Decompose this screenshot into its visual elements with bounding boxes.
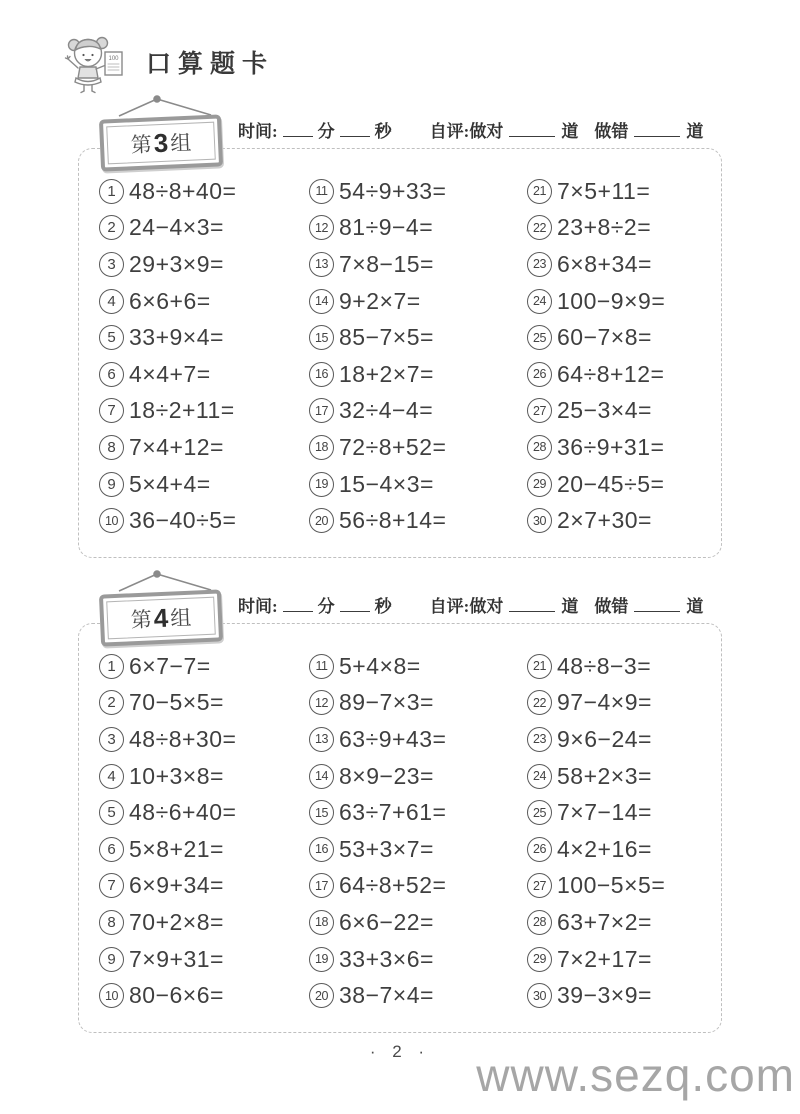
problem-expression: 6×6+6= [129, 287, 211, 314]
problem-expression: 5×8+21= [129, 835, 224, 862]
problem-expression: 25−3×4= [557, 397, 652, 424]
problem-number: 11 [309, 179, 334, 204]
problem-item [527, 758, 707, 795]
page-title: 口算题卡 [146, 51, 275, 78]
second-label: 秒 [374, 122, 392, 141]
sign-hanger-icon [105, 95, 225, 117]
problem-number: 17 [309, 398, 334, 423]
problem-expression: 20−45÷5= [557, 470, 665, 497]
problem-item [309, 283, 527, 320]
problem-number: 2 [99, 215, 124, 240]
problem-item [309, 648, 527, 685]
problem-item [99, 794, 309, 831]
problem-item [309, 502, 527, 539]
second-label: 秒 [374, 597, 392, 616]
problem-number: 18 [309, 910, 334, 935]
group-sign-board [99, 589, 223, 646]
problem-number: 14 [309, 289, 334, 314]
problem-number: 22 [527, 215, 552, 240]
seconds-blank [340, 595, 370, 612]
problem-expression: 7×8−15= [339, 250, 434, 277]
seconds-blank [340, 120, 370, 137]
problem-number: 23 [527, 727, 552, 752]
group-sign-board [99, 114, 223, 171]
group-section-4 [78, 570, 722, 1033]
wrong-unit: 道 [686, 122, 704, 141]
problem-expression: 56÷8+14= [339, 507, 447, 534]
problem-item [99, 466, 309, 503]
problems-box [78, 148, 722, 558]
problem-item [527, 283, 707, 320]
problem-number: 8 [99, 435, 124, 460]
problem-expression: 48÷8+30= [129, 725, 237, 752]
page-number: · 2 · [369, 1042, 431, 1061]
problem-number: 15 [309, 800, 334, 825]
problem-item [527, 904, 707, 941]
problem-item [99, 246, 309, 283]
problem-expression: 36÷9+31= [557, 433, 665, 460]
problem-expression: 4×4+7= [129, 360, 211, 387]
problem-item [99, 210, 309, 247]
self-eval-label: 自评:做对 [429, 597, 504, 616]
problem-number: 16 [309, 837, 334, 862]
problem-expression: 24−4×3= [129, 214, 224, 241]
problem-number: 2 [99, 690, 124, 715]
problem-expression: 70−5×5= [129, 689, 224, 716]
problem-expression: 39−3×9= [557, 982, 652, 1009]
problem-item [309, 356, 527, 393]
problem-expression: 63÷7+61= [339, 799, 447, 826]
problem-number: 21 [527, 654, 552, 679]
correct-count-blank [509, 595, 555, 612]
problem-item [309, 758, 527, 795]
problem-expression: 4×2+16= [557, 835, 652, 862]
problem-item [527, 466, 707, 503]
problem-expression: 53+3×7= [339, 835, 434, 862]
problem-expression: 8×9−23= [339, 762, 434, 789]
problem-item [527, 648, 707, 685]
problem-expression: 5×4+4= [129, 470, 211, 497]
problem-expression: 100−5×5= [557, 872, 666, 899]
problem-expression: 18+2×7= [339, 360, 434, 387]
problem-item [527, 868, 707, 905]
problem-expression: 6×9+34= [129, 872, 224, 899]
problem-expression: 6×8+34= [557, 250, 652, 277]
problem-expression: 33+3×6= [339, 945, 434, 972]
correct-unit: 道 [561, 597, 579, 616]
problem-number: 10 [99, 508, 124, 533]
problem-number: 15 [309, 325, 334, 350]
problem-item [309, 466, 527, 503]
problems-grid [99, 173, 707, 539]
problem-number: 17 [309, 873, 334, 898]
problem-item [309, 868, 527, 905]
problem-item [527, 794, 707, 831]
problem-number: 23 [527, 252, 552, 277]
problem-expression: 80−6×6= [129, 982, 224, 1009]
problem-number: 27 [527, 873, 552, 898]
wrong-unit: 道 [686, 597, 704, 616]
self-eval-label: 自评:做对 [429, 122, 504, 141]
problem-number: 6 [99, 362, 124, 387]
problem-number: 8 [99, 910, 124, 935]
sign-number: 4 [153, 602, 169, 633]
problem-number: 16 [309, 362, 334, 387]
problem-expression: 64÷8+12= [557, 360, 665, 387]
problem-item [527, 502, 707, 539]
problems-grid [99, 648, 707, 1014]
problem-item [99, 502, 309, 539]
problem-expression: 33+9×4= [129, 324, 224, 351]
problem-number: 24 [527, 289, 552, 314]
problem-number: 6 [99, 837, 124, 862]
problem-item [99, 648, 309, 685]
problem-item [309, 721, 527, 758]
problem-expression: 18÷2+11= [129, 397, 235, 424]
wrong-count-blank [634, 595, 680, 612]
problem-expression: 7×2+17= [557, 945, 652, 972]
sign-prefix: 第 [130, 132, 153, 158]
problem-number: 30 [527, 983, 552, 1008]
problem-item [99, 356, 309, 393]
sign-prefix: 第 [130, 607, 153, 633]
problem-item [527, 319, 707, 356]
problem-number: 5 [99, 325, 124, 350]
problem-expression: 70+2×8= [129, 908, 224, 935]
problem-number: 1 [99, 654, 124, 679]
problems-box [78, 623, 722, 1033]
problem-expression: 7×5+11= [557, 177, 651, 204]
problem-item [99, 868, 309, 905]
problem-expression: 6×7−7= [129, 652, 211, 679]
problem-number: 18 [309, 435, 334, 460]
problem-item [527, 831, 707, 868]
problem-item [527, 721, 707, 758]
group-meta-line [238, 592, 718, 617]
wrong-label: 做错 [594, 122, 629, 141]
time-label: 时间: [238, 122, 278, 141]
problem-expression: 63+7×2= [557, 908, 652, 935]
problem-item [309, 904, 527, 941]
problem-item [99, 904, 309, 941]
problem-number: 30 [527, 508, 552, 533]
problem-number: 26 [527, 362, 552, 387]
wrong-label: 做错 [594, 597, 629, 616]
problem-expression: 58+2×3= [557, 762, 652, 789]
problem-item [99, 758, 309, 795]
problem-number: 24 [527, 764, 552, 789]
problem-number: 28 [527, 435, 552, 460]
problem-number: 27 [527, 398, 552, 423]
minutes-blank [283, 120, 313, 137]
problem-number: 13 [309, 252, 334, 277]
problem-item [309, 246, 527, 283]
problem-number: 4 [99, 764, 124, 789]
problem-number: 10 [99, 983, 124, 1008]
problem-item [99, 941, 309, 978]
problem-number: 3 [99, 252, 124, 277]
problem-number: 11 [309, 654, 334, 679]
problem-number: 9 [99, 947, 124, 972]
problem-number: 22 [527, 690, 552, 715]
problem-number: 29 [527, 947, 552, 972]
problem-item [527, 977, 707, 1014]
problem-expression: 7×4+12= [129, 433, 224, 460]
problem-expression: 54÷9+33= [339, 177, 447, 204]
sign-hanger-icon [105, 570, 225, 592]
problem-item [309, 831, 527, 868]
problem-item [527, 393, 707, 430]
problem-item [527, 356, 707, 393]
sign-suffix: 组 [169, 605, 192, 631]
minute-label: 分 [317, 122, 335, 141]
problem-item [99, 393, 309, 430]
problem-expression: 85−7×5= [339, 324, 434, 351]
problem-expression: 32÷4−4= [339, 397, 434, 424]
problem-item [99, 977, 309, 1014]
group-section-3 [78, 95, 722, 558]
problem-number: 25 [527, 325, 552, 350]
time-label: 时间: [238, 597, 278, 616]
problem-item [99, 721, 309, 758]
problem-expression: 5+4×8= [339, 652, 421, 679]
problem-expression: 64÷8+52= [339, 872, 447, 899]
problem-expression: 9×6−24= [557, 725, 652, 752]
problem-item [527, 941, 707, 978]
problem-expression: 63÷9+43= [339, 725, 447, 752]
problem-item [99, 831, 309, 868]
sign-suffix: 组 [169, 130, 192, 156]
problem-item [309, 393, 527, 430]
problem-item [309, 173, 527, 210]
problem-item [99, 429, 309, 466]
problem-number: 4 [99, 289, 124, 314]
problem-number: 7 [99, 398, 124, 423]
problem-number: 28 [527, 910, 552, 935]
problem-expression: 6×6−22= [339, 908, 434, 935]
wrong-count-blank [634, 120, 680, 137]
minute-label: 分 [317, 597, 335, 616]
problem-number: 19 [309, 947, 334, 972]
problem-item [99, 685, 309, 722]
correct-unit: 道 [561, 122, 579, 141]
problem-expression: 2×7+30= [557, 507, 652, 534]
problem-item [527, 685, 707, 722]
problem-expression: 7×9+31= [129, 945, 224, 972]
problem-number: 3 [99, 727, 124, 752]
problem-expression: 48÷6+40= [129, 799, 237, 826]
problem-expression: 36−40÷5= [129, 507, 237, 534]
problem-item [309, 210, 527, 247]
problem-expression: 48÷8−3= [557, 652, 652, 679]
mascot-girl-icon [60, 28, 128, 96]
problem-item [309, 941, 527, 978]
problem-expression: 89−7×3= [339, 689, 434, 716]
watermark: www.sezq.com [476, 1049, 795, 1101]
group-meta-line [238, 117, 718, 142]
logo-score-text: 100 [108, 56, 119, 62]
problem-expression: 29+3×9= [129, 250, 224, 277]
problem-expression: 10+3×8= [129, 762, 224, 789]
problem-number: 25 [527, 800, 552, 825]
problem-item [99, 319, 309, 356]
problem-number: 21 [527, 179, 552, 204]
problem-number: 20 [309, 508, 334, 533]
problem-expression: 48÷8+40= [129, 177, 237, 204]
correct-count-blank [509, 120, 555, 137]
problem-expression: 60−7×8= [557, 324, 652, 351]
problem-expression: 7×7−14= [557, 799, 652, 826]
problem-expression: 15−4×3= [339, 470, 434, 497]
sign-number: 3 [153, 127, 169, 158]
problem-number: 14 [309, 764, 334, 789]
problem-item [99, 283, 309, 320]
problem-expression: 81÷9−4= [339, 214, 434, 241]
problem-number: 13 [309, 727, 334, 752]
problem-number: 19 [309, 472, 334, 497]
problem-number: 9 [99, 472, 124, 497]
problem-item [309, 685, 527, 722]
problem-number: 20 [309, 983, 334, 1008]
group-sign [100, 570, 230, 644]
problem-expression: 9+2×7= [339, 287, 421, 314]
problem-number: 7 [99, 873, 124, 898]
problem-item [309, 319, 527, 356]
problem-expression: 38−7×4= [339, 982, 434, 1009]
problem-number: 12 [309, 690, 334, 715]
problem-number: 12 [309, 215, 334, 240]
problem-item [309, 794, 527, 831]
problem-item [527, 210, 707, 247]
problem-number: 29 [527, 472, 552, 497]
problem-expression: 97−4×9= [557, 689, 652, 716]
problem-expression: 23+8÷2= [557, 214, 652, 241]
problem-item [309, 977, 527, 1014]
page-header [60, 28, 274, 96]
problem-item [99, 173, 309, 210]
problem-number: 1 [99, 179, 124, 204]
minutes-blank [283, 595, 313, 612]
problem-item [527, 246, 707, 283]
problem-expression: 72÷8+52= [339, 433, 447, 460]
problem-expression: 100−9×9= [557, 287, 666, 314]
group-sign [100, 95, 230, 169]
problem-number: 26 [527, 837, 552, 862]
problem-item [527, 173, 707, 210]
problem-item [527, 429, 707, 466]
problem-number: 5 [99, 800, 124, 825]
problem-item [309, 429, 527, 466]
